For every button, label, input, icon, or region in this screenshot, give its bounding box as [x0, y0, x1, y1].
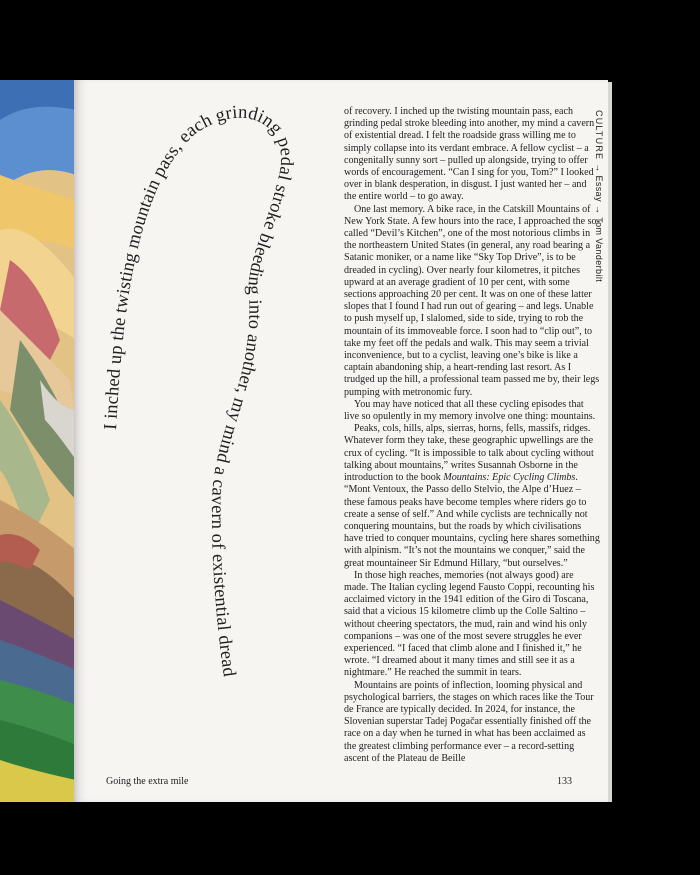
peaks-text-after: . “Mont Ventoux, the Passo dello Stelvio, the Alpe d’Huez – these famous peaks have become temples where riders go to create a sense of self.” And while cyclists are technically not conquering mountains, but the roads by which civilisations have tried to conquer mountains, cycling here shares something with alpinism. “It’s not the mountains we conquer,” said the great mountaineer Sir Edmund Hillary, “but ourselves.”: [344, 472, 600, 569]
body-paragraph: of recovery. I inched up the twisting mountain pass, each grinding pedal stroke bleeding into another, my mind a cavern of existential dread. I felt the roadside grass willing me to simply collapse into its verdant embrace. A fellow cyclist – a congenitally sunny sort – pulled up alongside, trying to offer words of encouragement. “Can I sing for you, Tom?” I looked over in blank desperation, in disgust. I just wanted her – and the entire world – to go away.: [344, 106, 595, 203]
arrow-right-icon: →: [594, 204, 604, 215]
running-header: [588, 110, 604, 282]
body-paragraph: Mountains are points of inflection, looming physical and psychological barriers, the stages on which races like the Tour de France are typically decided. In 2024, for instance, the Slovenian superstar Tadej Pogačar essentially finished off the race on a day when he turned in what has been acclaimed as the greatest climbing performance ever – a record-setting ascent of the Plateau de Beille: [344, 679, 594, 764]
left-page-painting: [0, 80, 76, 802]
body-text-column: [344, 106, 600, 765]
body-paragraph: One last memory. A bike race, in the Catskill Mountains of New York State. A few hours into the race, I approached the so-called “Devil’s Kitchen”, one of the most notorious climbs in the northeastern United States (in general, any road bearing a Satanic moniker, or a name like “Sky Top Drive”, is to be dreaded in cycling). Over nearly four kilometres, it pitches upward at an average gradient of 10 per cent, with some sections approaching 20 per cent. It was on one of these latter slopes that I found I had run out of gearing – and legs. Unable to push myself up, I slalomed, side to side, trying to rob the mountain of its immoveable force. I soon had to “clip out”, to take my feet off the pedals and walk. This may seem a trivial inconvenience, but to a cyclist, leaving one’s bike is like a captain abandoning ship, a heart-rending last resort. As I trudged up the hill, a professional team passed me by, their legs pumping with metronomic fury.: [344, 203, 600, 398]
body-paragraph: In those high reaches, memories (not always good) are made. The Italian cycling legend Fausto Coppi, recounting his acclaimed victory in the 1941 edition of the Giro di Toscana, said that a vicious 15 kilometre climb up the Colle Saltino – without cheering spectators, the mud, rain and wind his only companions – was one of the most severe struggles he ever experienced. “I faced that climb alone and I finished it,” he wrote. “I dreamed about it many times and still see it as a nightmare.” He reached the summit in tears.: [344, 569, 595, 679]
author-label: Tom Vanderbilt: [594, 217, 604, 283]
arrow-right-icon: →: [594, 163, 604, 173]
peaks-text-before: Peaks, cols, hills, alps, sierras, horns, fells, massifs, ridges. Whatever form they take, these geographic upwellings are the crux of cycling. “It is impossible to talk about cycling without talking about mountains,” writes Susannah Osborne in the introduction to the book: [344, 423, 594, 484]
book-title: Mountains: Epic Cycling Climbs: [443, 472, 576, 484]
magazine-spread: [0, 80, 700, 802]
section-label: CULTURE: [594, 110, 604, 161]
footer-title: Going the extra mile: [106, 776, 189, 787]
right-page: [74, 80, 608, 802]
body-paragraph-peaks: [344, 423, 600, 569]
body-paragraph: You may have noticed that all these cycling episodes that live so opulently in my memory involve one thing: mountains.: [344, 398, 596, 423]
curved-pull-quote: [74, 80, 344, 802]
category-label: Essay: [594, 175, 604, 202]
page-number: 133: [557, 776, 572, 787]
pull-quote-textpath: I inched up the twisting mountain pass, each grinding pedal stroke bleeding into another, my mind a cavern of existential dread: [101, 102, 297, 678]
landscape-painting-image: [0, 80, 76, 802]
pull-quote-text: [101, 103, 296, 679]
